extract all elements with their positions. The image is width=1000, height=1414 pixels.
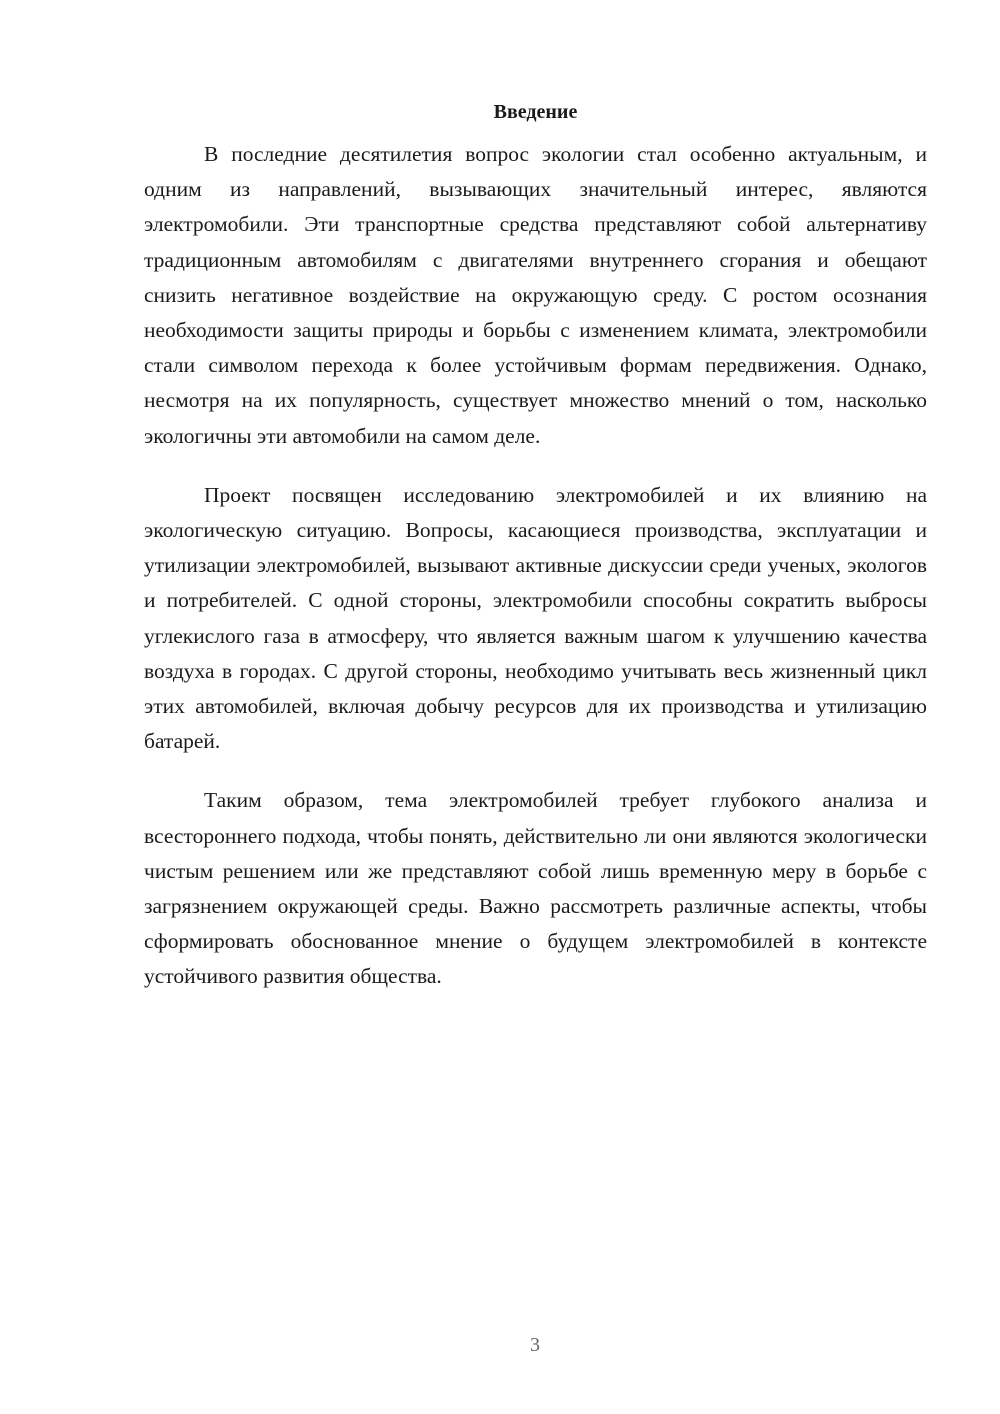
page-content xyxy=(144,98,927,1019)
paragraph-2: Проект посвящен исследованию электромобилей и их влиянию на экологическую ситуацию. Вопросы, касающиеся производства, эксплуатации и утилизации электромобилей, вызывают активные дискуссии среди ученых, экологов и потребителей. С одной стороны, электромобили способны сократить выбросы углекислого газа в атмосферу, что является важным шагом к улучшению качества воздуха в городах. С другой стороны, необходимо учитывать весь жизненный цикл этих автомобилей, включая добычу ресурсов для их производства и утилизацию батарей. xyxy=(144,482,927,754)
paragraph-3: Таким образом, тема электромобилей требует глубокого анализа и всестороннего подхода, чтобы понять, действительно ли они являются экологически чистым решением или же представляют собой лишь временную меру в борьбе с загрязнением окружающей среды. Важно рассмотреть различные аспекты, чтобы сформировать обоснованное мнение о будущем электромобилей в контексте устойчивого развития общества. xyxy=(144,788,927,989)
section-title: Введение xyxy=(493,101,578,123)
page-number: 3 xyxy=(530,1334,540,1356)
paragraph-1: В последние десятилетия вопрос экологии стал особенно актуальным, и одним из направлений, вызывающих значительный интерес, являются электромобили. Эти транспортные средства представляют собой альтернативу традиционным автомобилям с двигателями внутреннего сгорания и обещают снизить негативное воздействие на окружающую среду. С ростом осознания необходимости защиты природы и борьбы с изменением климата, электромобили стали символом перехода к более устойчивым формам передвижения. Однако, несмотря на их популярность, существует множество мнений о том, насколько экологичны эти автомобили на самом деле. xyxy=(144,142,927,448)
